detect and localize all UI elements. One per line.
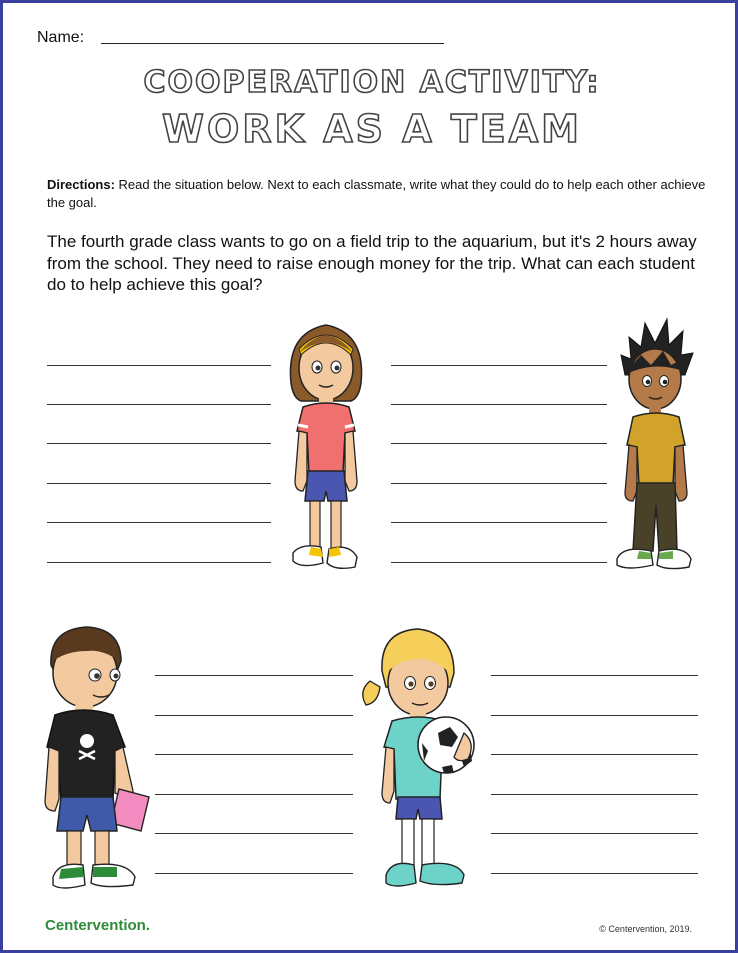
answer-line[interactable] — [391, 483, 607, 484]
directions-label: Directions: — [47, 177, 115, 192]
answer-line[interactable] — [491, 715, 698, 716]
answer-line[interactable] — [47, 404, 271, 405]
answer-line[interactable] — [47, 365, 271, 366]
answer-line[interactable] — [155, 873, 353, 874]
directions-text: Read the situation below. Next to each classmate, write what they could do to help each other achieve the goal. — [47, 177, 706, 210]
centervention-logo: Centervention. — [45, 917, 151, 934]
answer-line[interactable] — [47, 483, 271, 484]
answer-line[interactable] — [155, 675, 353, 676]
answer-line[interactable] — [47, 522, 271, 523]
situation-text: The fourth grade class wants to go on a field trip to the aquarium, but it's 2 hours away from the school. They need to raise enough money for the trip. What can each student do to help achieve this goal? — [47, 232, 697, 294]
boy-with-book-illustration — [37, 621, 157, 896]
answer-line[interactable] — [391, 522, 607, 523]
answer-line[interactable] — [491, 675, 698, 676]
answer-line[interactable] — [491, 754, 698, 755]
answer-line[interactable] — [155, 754, 353, 755]
name-write-line[interactable] — [101, 43, 444, 44]
answer-line[interactable] — [391, 365, 607, 366]
name-label: Name: — [37, 29, 85, 46]
copyright-text: © Centervention, 2019. — [599, 924, 692, 934]
answer-line[interactable] — [155, 794, 353, 795]
boy-spiky-hair-illustration — [611, 315, 701, 575]
girl-headband-illustration — [281, 313, 371, 583]
answer-line[interactable] — [155, 833, 353, 834]
girl-soccer-ball-illustration — [358, 621, 483, 896]
answer-line[interactable] — [391, 404, 607, 405]
title-line-1: COOPERATION ACTIVITY: — [143, 65, 601, 100]
answer-line[interactable] — [391, 443, 607, 444]
directions — [47, 176, 707, 212]
answer-line[interactable] — [491, 873, 698, 874]
title-line-2: WORK AS A TEAM — [162, 107, 582, 151]
answer-line[interactable] — [155, 715, 353, 716]
answer-line[interactable] — [391, 562, 607, 563]
answer-line[interactable] — [47, 443, 271, 444]
answer-line[interactable] — [491, 794, 698, 795]
answer-line[interactable] — [491, 833, 698, 834]
answer-line[interactable] — [47, 562, 271, 563]
